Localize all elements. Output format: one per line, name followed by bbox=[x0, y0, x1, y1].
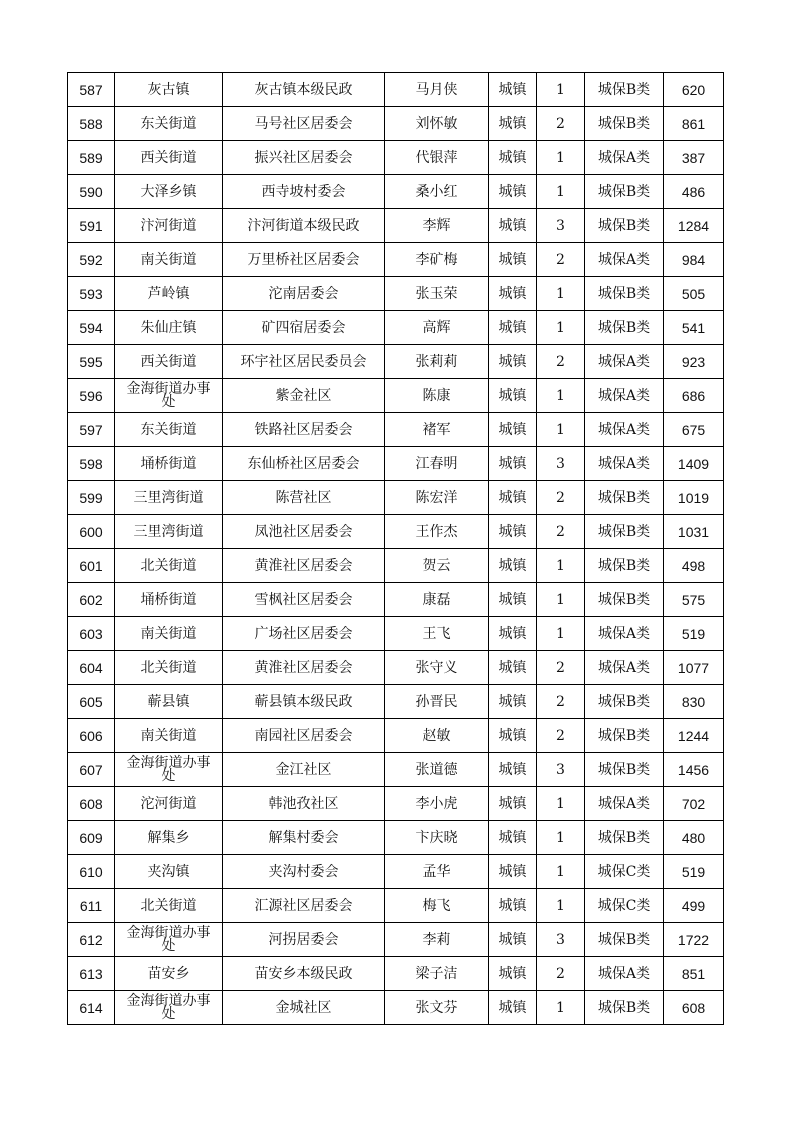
amount-cell: 1409 bbox=[664, 447, 724, 481]
town-cell bbox=[115, 311, 223, 345]
row-number-cell: 610 bbox=[68, 855, 115, 889]
name-cell: 张莉莉 bbox=[385, 345, 489, 379]
row-number-cell: 604 bbox=[68, 651, 115, 685]
category-cell: 城保A类 bbox=[585, 413, 664, 447]
unit-cell: 雪枫社区居委会 bbox=[223, 583, 385, 617]
amount-cell: 1077 bbox=[664, 651, 724, 685]
town-cell bbox=[115, 73, 223, 107]
unit-cell: 黄淮社区居委会 bbox=[223, 549, 385, 583]
town-label: 南关街道 bbox=[140, 625, 197, 642]
category-cell: 城保B类 bbox=[585, 311, 664, 345]
amount-cell: 541 bbox=[664, 311, 724, 345]
town-label: 北关街道 bbox=[140, 659, 197, 676]
town-label: 灰古镇 bbox=[147, 81, 190, 98]
town-label: 东关街道 bbox=[140, 115, 197, 132]
household-size-cell: 3 bbox=[537, 923, 585, 957]
town-cell bbox=[115, 889, 223, 923]
town-label: 夹沟镇 bbox=[147, 863, 190, 880]
town-cell bbox=[115, 583, 223, 617]
category-cell: 城保A类 bbox=[585, 651, 664, 685]
unit-cell: 沱南居委会 bbox=[223, 277, 385, 311]
area-type-cell: 城镇 bbox=[489, 243, 537, 277]
household-size-cell: 1 bbox=[537, 787, 585, 821]
household-size-cell: 2 bbox=[537, 481, 585, 515]
table-row bbox=[68, 957, 724, 991]
row-number-cell: 607 bbox=[68, 753, 115, 787]
area-type-cell: 城镇 bbox=[489, 855, 537, 889]
category-cell: 城保B类 bbox=[585, 107, 664, 141]
amount-cell: 498 bbox=[664, 549, 724, 583]
table-row bbox=[68, 107, 724, 141]
area-type-cell: 城镇 bbox=[489, 583, 537, 617]
name-cell: 梅飞 bbox=[385, 889, 489, 923]
area-type-cell: 城镇 bbox=[489, 617, 537, 651]
town-cell bbox=[115, 277, 223, 311]
row-number-cell: 606 bbox=[68, 719, 115, 753]
name-cell: 孟华 bbox=[385, 855, 489, 889]
table-row bbox=[68, 345, 724, 379]
amount-cell: 1019 bbox=[664, 481, 724, 515]
amount-cell: 505 bbox=[664, 277, 724, 311]
area-type-cell: 城镇 bbox=[489, 821, 537, 855]
unit-cell: 苗安乡本级民政 bbox=[223, 957, 385, 991]
name-cell: 贺云 bbox=[385, 549, 489, 583]
table-row bbox=[68, 855, 724, 889]
unit-cell: 河拐居委会 bbox=[223, 923, 385, 957]
row-number-cell: 594 bbox=[68, 311, 115, 345]
town-label: 金海街道办事处 bbox=[126, 380, 211, 410]
town-cell bbox=[115, 243, 223, 277]
unit-cell: 万里桥社区居委会 bbox=[223, 243, 385, 277]
town-cell bbox=[115, 413, 223, 447]
table-row bbox=[68, 719, 724, 753]
town-cell bbox=[115, 923, 223, 957]
household-size-cell: 1 bbox=[537, 889, 585, 923]
amount-cell: 984 bbox=[664, 243, 724, 277]
row-number-cell: 602 bbox=[68, 583, 115, 617]
table-row bbox=[68, 481, 724, 515]
town-label: 三里湾街道 bbox=[133, 489, 204, 506]
town-cell bbox=[115, 345, 223, 379]
household-size-cell: 3 bbox=[537, 209, 585, 243]
area-type-cell: 城镇 bbox=[489, 889, 537, 923]
name-cell: 李小虎 bbox=[385, 787, 489, 821]
category-cell: 城保B类 bbox=[585, 175, 664, 209]
category-cell: 城保A类 bbox=[585, 141, 664, 175]
category-cell: 城保B类 bbox=[585, 753, 664, 787]
category-cell: 城保C类 bbox=[585, 855, 664, 889]
name-cell: 刘怀敏 bbox=[385, 107, 489, 141]
row-number-cell: 592 bbox=[68, 243, 115, 277]
table-row bbox=[68, 889, 724, 923]
name-cell: 陈康 bbox=[385, 379, 489, 413]
area-type-cell: 城镇 bbox=[489, 991, 537, 1025]
table-row bbox=[68, 651, 724, 685]
table-row bbox=[68, 583, 724, 617]
unit-cell: 广场社区居委会 bbox=[223, 617, 385, 651]
table-row bbox=[68, 923, 724, 957]
household-size-cell: 1 bbox=[537, 379, 585, 413]
town-label: 三里湾街道 bbox=[133, 523, 204, 540]
household-size-cell: 1 bbox=[537, 617, 585, 651]
table-row bbox=[68, 549, 724, 583]
unit-cell: 汴河街道本级民政 bbox=[223, 209, 385, 243]
household-size-cell: 3 bbox=[537, 753, 585, 787]
town-label: 苗安乡 bbox=[147, 965, 190, 982]
name-cell: 褚军 bbox=[385, 413, 489, 447]
town-cell bbox=[115, 141, 223, 175]
category-cell: 城保C类 bbox=[585, 889, 664, 923]
household-size-cell: 1 bbox=[537, 855, 585, 889]
area-type-cell: 城镇 bbox=[489, 515, 537, 549]
town-label: 东关街道 bbox=[140, 421, 197, 438]
unit-cell: 紫金社区 bbox=[223, 379, 385, 413]
amount-cell: 923 bbox=[664, 345, 724, 379]
name-cell: 李莉 bbox=[385, 923, 489, 957]
unit-cell: 西寺坡村委会 bbox=[223, 175, 385, 209]
amount-cell: 702 bbox=[664, 787, 724, 821]
amount-cell: 519 bbox=[664, 617, 724, 651]
amount-cell: 519 bbox=[664, 855, 724, 889]
table-row bbox=[68, 821, 724, 855]
town-cell bbox=[115, 617, 223, 651]
amount-cell: 686 bbox=[664, 379, 724, 413]
name-cell: 康磊 bbox=[385, 583, 489, 617]
household-size-cell: 2 bbox=[537, 515, 585, 549]
name-cell: 桑小红 bbox=[385, 175, 489, 209]
row-number-cell: 608 bbox=[68, 787, 115, 821]
town-label: 埇桥街道 bbox=[140, 591, 197, 608]
amount-cell: 1722 bbox=[664, 923, 724, 957]
name-cell: 陈宏洋 bbox=[385, 481, 489, 515]
row-number-cell: 587 bbox=[68, 73, 115, 107]
household-size-cell: 2 bbox=[537, 957, 585, 991]
name-cell: 江春明 bbox=[385, 447, 489, 481]
row-number-cell: 599 bbox=[68, 481, 115, 515]
town-label: 西关街道 bbox=[140, 353, 197, 370]
name-cell: 赵敏 bbox=[385, 719, 489, 753]
table-row bbox=[68, 73, 724, 107]
town-cell bbox=[115, 175, 223, 209]
category-cell: 城保B类 bbox=[585, 685, 664, 719]
row-number-cell: 611 bbox=[68, 889, 115, 923]
area-type-cell: 城镇 bbox=[489, 277, 537, 311]
table-row bbox=[68, 685, 724, 719]
town-label: 解集乡 bbox=[147, 829, 190, 846]
household-size-cell: 1 bbox=[537, 583, 585, 617]
household-size-cell: 1 bbox=[537, 413, 585, 447]
amount-cell: 620 bbox=[664, 73, 724, 107]
amount-cell: 480 bbox=[664, 821, 724, 855]
town-label: 芦岭镇 bbox=[147, 285, 190, 302]
table-row bbox=[68, 209, 724, 243]
name-cell: 高辉 bbox=[385, 311, 489, 345]
category-cell: 城保B类 bbox=[585, 209, 664, 243]
unit-cell: 铁路社区居委会 bbox=[223, 413, 385, 447]
unit-cell: 凤池社区居委会 bbox=[223, 515, 385, 549]
row-number-cell: 603 bbox=[68, 617, 115, 651]
table-row bbox=[68, 175, 724, 209]
category-cell: 城保A类 bbox=[585, 243, 664, 277]
amount-cell: 575 bbox=[664, 583, 724, 617]
household-size-cell: 1 bbox=[537, 311, 585, 345]
household-size-cell: 1 bbox=[537, 991, 585, 1025]
row-number-cell: 597 bbox=[68, 413, 115, 447]
area-type-cell: 城镇 bbox=[489, 413, 537, 447]
category-cell: 城保B类 bbox=[585, 821, 664, 855]
table-row bbox=[68, 753, 724, 787]
row-number-cell: 590 bbox=[68, 175, 115, 209]
area-type-cell: 城镇 bbox=[489, 379, 537, 413]
unit-cell: 汇源社区居委会 bbox=[223, 889, 385, 923]
town-label: 大泽乡镇 bbox=[140, 183, 197, 200]
name-cell: 王作杰 bbox=[385, 515, 489, 549]
category-cell: 城保A类 bbox=[585, 345, 664, 379]
amount-cell: 1456 bbox=[664, 753, 724, 787]
row-number-cell: 614 bbox=[68, 991, 115, 1025]
category-cell: 城保B类 bbox=[585, 719, 664, 753]
town-label: 北关街道 bbox=[140, 897, 197, 914]
unit-cell: 东仙桥社区居委会 bbox=[223, 447, 385, 481]
table-row bbox=[68, 447, 724, 481]
row-number-cell: 601 bbox=[68, 549, 115, 583]
household-size-cell: 1 bbox=[537, 821, 585, 855]
town-label: 金海街道办事处 bbox=[126, 992, 211, 1022]
town-cell bbox=[115, 549, 223, 583]
town-cell bbox=[115, 515, 223, 549]
household-size-cell: 2 bbox=[537, 243, 585, 277]
household-size-cell: 3 bbox=[537, 447, 585, 481]
roster-body bbox=[68, 73, 724, 1025]
table-row bbox=[68, 311, 724, 345]
area-type-cell: 城镇 bbox=[489, 73, 537, 107]
household-size-cell: 1 bbox=[537, 73, 585, 107]
town-label: 金海街道办事处 bbox=[126, 924, 211, 954]
unit-cell: 蕲县镇本级民政 bbox=[223, 685, 385, 719]
town-label: 沱河街道 bbox=[140, 795, 197, 812]
row-number-cell: 588 bbox=[68, 107, 115, 141]
category-cell: 城保B类 bbox=[585, 481, 664, 515]
town-cell bbox=[115, 991, 223, 1025]
row-number-cell: 613 bbox=[68, 957, 115, 991]
table-row bbox=[68, 243, 724, 277]
unit-cell: 金城社区 bbox=[223, 991, 385, 1025]
unit-cell: 解集村委会 bbox=[223, 821, 385, 855]
town-cell bbox=[115, 855, 223, 889]
town-cell bbox=[115, 107, 223, 141]
table-row bbox=[68, 787, 724, 821]
amount-cell: 608 bbox=[664, 991, 724, 1025]
household-size-cell: 2 bbox=[537, 107, 585, 141]
row-number-cell: 595 bbox=[68, 345, 115, 379]
name-cell: 张玉荣 bbox=[385, 277, 489, 311]
unit-cell: 矿四宿居委会 bbox=[223, 311, 385, 345]
category-cell: 城保A类 bbox=[585, 957, 664, 991]
area-type-cell: 城镇 bbox=[489, 447, 537, 481]
household-size-cell: 2 bbox=[537, 651, 585, 685]
amount-cell: 861 bbox=[664, 107, 724, 141]
area-type-cell: 城镇 bbox=[489, 209, 537, 243]
table-row bbox=[68, 277, 724, 311]
household-size-cell: 1 bbox=[537, 277, 585, 311]
unit-cell: 金江社区 bbox=[223, 753, 385, 787]
amount-cell: 830 bbox=[664, 685, 724, 719]
name-cell: 马月侠 bbox=[385, 73, 489, 107]
category-cell: 城保B类 bbox=[585, 277, 664, 311]
town-label: 朱仙庄镇 bbox=[140, 319, 197, 336]
table-row bbox=[68, 991, 724, 1025]
town-cell bbox=[115, 821, 223, 855]
town-cell bbox=[115, 957, 223, 991]
town-label: 蕲县镇 bbox=[147, 693, 190, 710]
amount-cell: 486 bbox=[664, 175, 724, 209]
category-cell: 城保B类 bbox=[585, 73, 664, 107]
area-type-cell: 城镇 bbox=[489, 107, 537, 141]
category-cell: 城保A类 bbox=[585, 447, 664, 481]
town-cell bbox=[115, 787, 223, 821]
town-label: 南关街道 bbox=[140, 251, 197, 268]
area-type-cell: 城镇 bbox=[489, 957, 537, 991]
name-cell: 张道德 bbox=[385, 753, 489, 787]
name-cell: 梁子洁 bbox=[385, 957, 489, 991]
area-type-cell: 城镇 bbox=[489, 651, 537, 685]
amount-cell: 851 bbox=[664, 957, 724, 991]
town-cell bbox=[115, 447, 223, 481]
category-cell: 城保B类 bbox=[585, 583, 664, 617]
town-cell bbox=[115, 719, 223, 753]
category-cell: 城保A类 bbox=[585, 379, 664, 413]
row-number-cell: 591 bbox=[68, 209, 115, 243]
area-type-cell: 城镇 bbox=[489, 719, 537, 753]
unit-cell: 韩池孜社区 bbox=[223, 787, 385, 821]
row-number-cell: 600 bbox=[68, 515, 115, 549]
roster-table bbox=[67, 72, 724, 1025]
town-cell bbox=[115, 209, 223, 243]
unit-cell: 马号社区居委会 bbox=[223, 107, 385, 141]
category-cell: 城保B类 bbox=[585, 991, 664, 1025]
household-size-cell: 1 bbox=[537, 549, 585, 583]
area-type-cell: 城镇 bbox=[489, 787, 537, 821]
area-type-cell: 城镇 bbox=[489, 311, 537, 345]
row-number-cell: 612 bbox=[68, 923, 115, 957]
amount-cell: 387 bbox=[664, 141, 724, 175]
name-cell: 张文芬 bbox=[385, 991, 489, 1025]
area-type-cell: 城镇 bbox=[489, 481, 537, 515]
town-cell bbox=[115, 685, 223, 719]
name-cell: 代银萍 bbox=[385, 141, 489, 175]
town-label: 西关街道 bbox=[140, 149, 197, 166]
amount-cell: 675 bbox=[664, 413, 724, 447]
category-cell: 城保B类 bbox=[585, 549, 664, 583]
unit-cell: 环宇社区居民委员会 bbox=[223, 345, 385, 379]
row-number-cell: 593 bbox=[68, 277, 115, 311]
table-row bbox=[68, 515, 724, 549]
table-row bbox=[68, 413, 724, 447]
unit-cell: 灰古镇本级民政 bbox=[223, 73, 385, 107]
town-label: 南关街道 bbox=[140, 727, 197, 744]
area-type-cell: 城镇 bbox=[489, 141, 537, 175]
town-label: 金海街道办事处 bbox=[126, 754, 211, 784]
category-cell: 城保B类 bbox=[585, 515, 664, 549]
row-number-cell: 589 bbox=[68, 141, 115, 175]
area-type-cell: 城镇 bbox=[489, 753, 537, 787]
area-type-cell: 城镇 bbox=[489, 549, 537, 583]
town-label: 北关街道 bbox=[140, 557, 197, 574]
name-cell: 李矿梅 bbox=[385, 243, 489, 277]
household-size-cell: 2 bbox=[537, 345, 585, 379]
unit-cell: 黄淮社区居委会 bbox=[223, 651, 385, 685]
row-number-cell: 609 bbox=[68, 821, 115, 855]
town-cell bbox=[115, 481, 223, 515]
area-type-cell: 城镇 bbox=[489, 175, 537, 209]
town-cell bbox=[115, 651, 223, 685]
category-cell: 城保A类 bbox=[585, 617, 664, 651]
town-cell bbox=[115, 753, 223, 787]
amount-cell: 499 bbox=[664, 889, 724, 923]
category-cell: 城保B类 bbox=[585, 923, 664, 957]
amount-cell: 1031 bbox=[664, 515, 724, 549]
unit-cell: 南园社区居委会 bbox=[223, 719, 385, 753]
row-number-cell: 605 bbox=[68, 685, 115, 719]
town-label: 汴河街道 bbox=[140, 217, 197, 234]
amount-cell: 1284 bbox=[664, 209, 724, 243]
amount-cell: 1244 bbox=[664, 719, 724, 753]
household-size-cell: 2 bbox=[537, 685, 585, 719]
area-type-cell: 城镇 bbox=[489, 685, 537, 719]
household-size-cell: 2 bbox=[537, 719, 585, 753]
area-type-cell: 城镇 bbox=[489, 923, 537, 957]
unit-cell: 振兴社区居委会 bbox=[223, 141, 385, 175]
name-cell: 孙晋民 bbox=[385, 685, 489, 719]
household-size-cell: 1 bbox=[537, 175, 585, 209]
town-cell bbox=[115, 379, 223, 413]
row-number-cell: 596 bbox=[68, 379, 115, 413]
table-row bbox=[68, 141, 724, 175]
household-size-cell: 1 bbox=[537, 141, 585, 175]
unit-cell: 夹沟村委会 bbox=[223, 855, 385, 889]
unit-cell: 陈营社区 bbox=[223, 481, 385, 515]
row-number-cell: 598 bbox=[68, 447, 115, 481]
name-cell: 李辉 bbox=[385, 209, 489, 243]
name-cell: 卞庆晓 bbox=[385, 821, 489, 855]
table-row bbox=[68, 617, 724, 651]
name-cell: 王飞 bbox=[385, 617, 489, 651]
category-cell: 城保A类 bbox=[585, 787, 664, 821]
name-cell: 张守义 bbox=[385, 651, 489, 685]
town-label: 埇桥街道 bbox=[140, 455, 197, 472]
area-type-cell: 城镇 bbox=[489, 345, 537, 379]
table-row bbox=[68, 379, 724, 413]
